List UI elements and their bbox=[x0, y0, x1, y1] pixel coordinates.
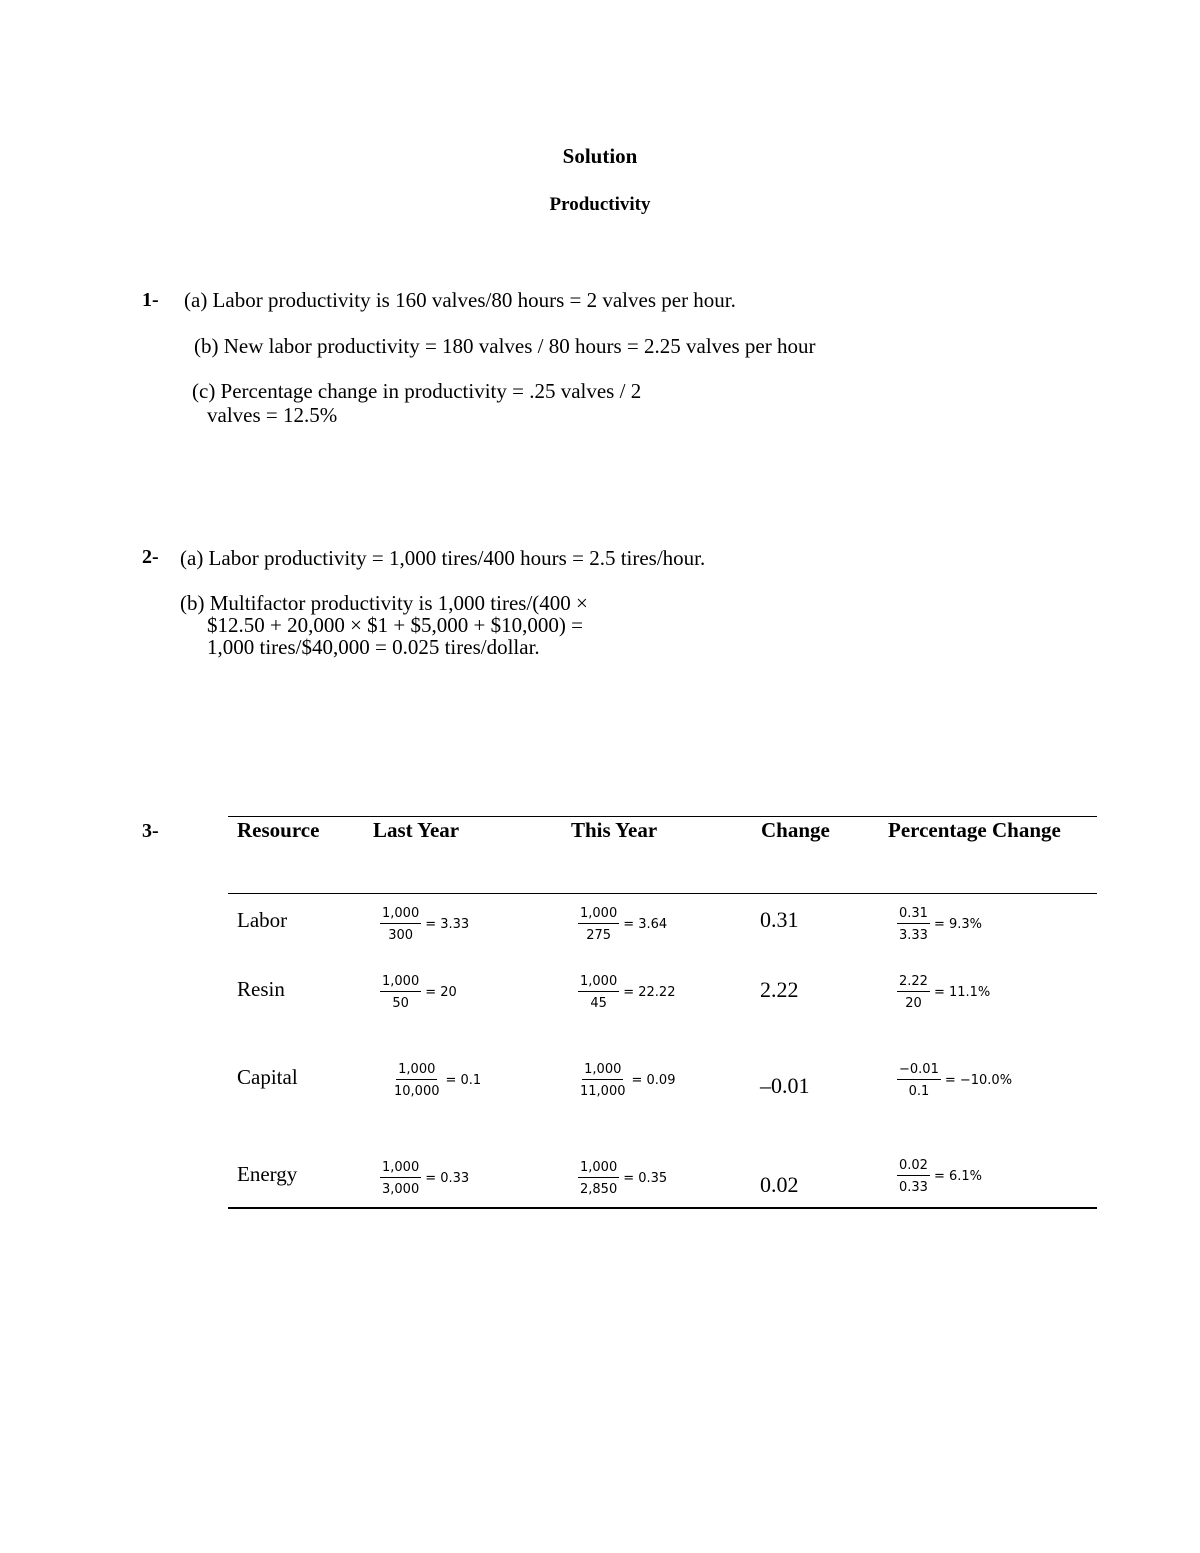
table-top-rule bbox=[228, 816, 1097, 817]
row-labor-resource: Labor bbox=[237, 908, 288, 932]
numerator: 1,000 bbox=[380, 906, 421, 924]
problem-3-number: 3- bbox=[142, 820, 159, 842]
row-resin-last-year bbox=[380, 974, 457, 1011]
result: = −10.0% bbox=[944, 1073, 1013, 1088]
numerator: 1,000 bbox=[578, 1160, 619, 1178]
row-capital-resource: Capital bbox=[237, 1065, 298, 1089]
column-header-change: Change bbox=[761, 818, 830, 842]
problem-1-part-b: (b) New labor productivity = 180 valves / 80 hours = 2.25 valves per hour bbox=[194, 334, 816, 358]
problem-1-part-c-line1: (c) Percentage change in productivity = .25 valves / 2 bbox=[192, 379, 642, 403]
result: = 6.1% bbox=[933, 1169, 983, 1184]
row-labor-last-year bbox=[380, 906, 469, 943]
column-header-resource: Resource bbox=[237, 818, 320, 842]
numerator: 0.02 bbox=[897, 1158, 930, 1176]
numerator: 1,000 bbox=[380, 974, 421, 992]
denominator: 20 bbox=[905, 996, 922, 1011]
row-capital-change: –0.01 bbox=[760, 1073, 810, 1098]
result: = 0.33 bbox=[425, 1171, 470, 1186]
numerator: 0.31 bbox=[897, 906, 930, 924]
row-energy-percentage-change bbox=[897, 1158, 982, 1195]
numerator: 1,000 bbox=[396, 1062, 437, 1080]
numerator: 1,000 bbox=[582, 1062, 623, 1080]
row-resin-this-year bbox=[578, 974, 675, 1011]
denominator: 2,850 bbox=[580, 1182, 618, 1197]
row-resin-change: 2.22 bbox=[760, 977, 799, 1002]
numerator: 1,000 bbox=[578, 974, 619, 992]
column-header-last-year: Last Year bbox=[373, 818, 460, 842]
result: = 3.33 bbox=[425, 917, 470, 932]
result: = 3.64 bbox=[623, 917, 668, 932]
result: = 9.3% bbox=[933, 917, 983, 932]
numerator: −0.01 bbox=[897, 1062, 941, 1080]
problem-1-part-a: (a) Labor productivity is 160 valves/80 hours = 2 valves per hour. bbox=[184, 288, 736, 312]
result: = 0.09 bbox=[631, 1073, 676, 1088]
denominator: 45 bbox=[590, 996, 607, 1011]
row-labor-percentage-change bbox=[897, 906, 982, 943]
denominator: 10,000 bbox=[394, 1084, 440, 1099]
denominator: 0.1 bbox=[908, 1084, 930, 1099]
denominator: 275 bbox=[586, 928, 612, 943]
problem-2-part-b-line3: 1,000 tires/$40,000 = 0.025 tires/dollar. bbox=[207, 635, 540, 659]
table-bottom-rule bbox=[228, 1207, 1097, 1209]
denominator: 50 bbox=[392, 996, 409, 1011]
column-header-this-year: This Year bbox=[571, 818, 658, 842]
row-energy-this-year bbox=[578, 1160, 667, 1197]
denominator: 3,000 bbox=[382, 1182, 420, 1197]
row-labor-this-year bbox=[578, 906, 667, 943]
row-energy-change: 0.02 bbox=[760, 1172, 799, 1197]
problem-2-part-a: (a) Labor productivity = 1,000 tires/400 hours = 2.5 tires/hour. bbox=[180, 546, 706, 570]
page-title: Solution bbox=[562, 144, 638, 168]
numerator: 2.22 bbox=[897, 974, 930, 992]
denominator: 3.33 bbox=[899, 928, 928, 943]
result: = 11.1% bbox=[933, 985, 991, 1000]
result: = 0.35 bbox=[623, 1171, 668, 1186]
problem-2-part-b-line1: (b) Multifactor productivity is 1,000 tires/(400 × bbox=[180, 591, 588, 615]
numerator: 1,000 bbox=[380, 1160, 421, 1178]
column-header-percentage-change: Percentage Change bbox=[888, 818, 1061, 842]
result: = 22.22 bbox=[623, 985, 676, 1000]
row-resin-resource: Resin bbox=[237, 977, 285, 1001]
page-subtitle: Productivity bbox=[549, 194, 651, 215]
row-capital-percentage-change bbox=[897, 1062, 1012, 1099]
problem-2-number: 2- bbox=[142, 546, 159, 568]
problem-1-part-c-line2: valves = 12.5% bbox=[207, 403, 338, 427]
row-labor-change: 0.31 bbox=[760, 907, 799, 932]
row-energy-resource: Energy bbox=[237, 1162, 298, 1186]
row-energy-last-year bbox=[380, 1160, 469, 1197]
row-capital-this-year bbox=[578, 1062, 675, 1099]
problem-2-part-b-line2: $12.50 + 20,000 × $1 + $5,000 + $10,000) = bbox=[207, 613, 583, 637]
row-capital-last-year bbox=[392, 1062, 481, 1099]
table-header-rule bbox=[228, 893, 1097, 894]
row-resin-percentage-change bbox=[897, 974, 990, 1011]
numerator: 1,000 bbox=[578, 906, 619, 924]
result: = 20 bbox=[425, 985, 457, 1000]
denominator: 300 bbox=[388, 928, 414, 943]
problem-1-number: 1- bbox=[142, 289, 159, 311]
denominator: 0.33 bbox=[899, 1180, 928, 1195]
denominator: 11,000 bbox=[580, 1084, 626, 1099]
result: = 0.1 bbox=[445, 1073, 482, 1088]
